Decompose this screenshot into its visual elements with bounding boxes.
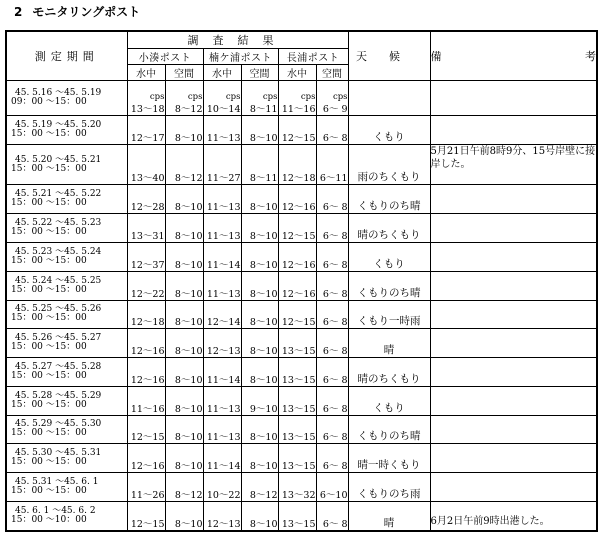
value-cell — [203, 214, 241, 243]
value-cell — [316, 214, 348, 243]
value-text: 8～12 — [174, 173, 203, 185]
value-cell — [316, 81, 348, 116]
value-cell — [241, 185, 278, 214]
value-text: 6～ 8 — [322, 461, 348, 473]
notes-cell — [430, 271, 597, 300]
weather-cell: 雨のちくもり — [348, 144, 430, 185]
value-cell — [127, 243, 165, 272]
value-text: 13～15 — [281, 461, 316, 473]
notes-cell — [430, 358, 597, 387]
value-cell — [165, 81, 203, 116]
value-text: 8～10 — [174, 374, 203, 386]
value-text: 11～26 — [130, 489, 165, 501]
value-cell — [278, 444, 316, 473]
value-text: 6～ 8 — [322, 346, 348, 358]
value-cell — [241, 144, 278, 185]
period-times: 15：00 ～15：00 — [11, 457, 87, 468]
period-cell — [6, 415, 127, 444]
period-dates: 45. 5.26 ～45. 5.27 — [15, 333, 102, 344]
value-text: 6～ 8 — [322, 132, 348, 144]
value-text: 12～16 — [281, 202, 316, 214]
value-cell — [278, 501, 316, 531]
value-text: 12～16 — [130, 461, 165, 473]
value-cell — [316, 473, 348, 502]
notes-cell — [430, 415, 597, 444]
period-times: 15：00 ～15：00 — [11, 428, 87, 439]
period-times: 15：00 ～15：00 — [11, 399, 87, 410]
value-cell — [165, 358, 203, 387]
period-times: 15：00 ～15：00 — [11, 163, 87, 174]
value-cell — [278, 185, 316, 214]
unit-label: cps — [300, 91, 316, 102]
period-dates: 45. 5.31 ～45. 6. 1 — [15, 477, 99, 487]
section-number: 2 — [14, 5, 23, 19]
value-text: 11～16 — [281, 103, 316, 115]
value-text: 11～14 — [206, 259, 241, 271]
value-text: 10～22 — [206, 489, 241, 501]
section-heading — [14, 3, 140, 20]
post-header-kominato: 小湊ポスト — [127, 49, 203, 65]
value-text: 6～ 8 — [322, 202, 348, 214]
value-cell — [203, 501, 241, 531]
notes-cell — [430, 81, 597, 116]
monitoring-table — [5, 30, 598, 532]
value-cell — [241, 386, 278, 415]
value-cell — [127, 185, 165, 214]
value-text: 11～14 — [206, 461, 241, 473]
value-text: 11～13 — [206, 288, 241, 300]
period-cell — [6, 144, 127, 185]
table-row — [6, 473, 597, 502]
value-cell — [165, 501, 203, 531]
unit-label: cps — [187, 91, 203, 102]
value-text: 6～ 9 — [322, 103, 348, 115]
value-cell — [316, 386, 348, 415]
value-text: 12～28 — [130, 202, 165, 214]
period-cell — [6, 300, 127, 329]
unit-label: cps — [149, 91, 165, 102]
value-text: 11～13 — [206, 403, 241, 415]
value-text: 8～10 — [249, 231, 278, 242]
table-row — [6, 358, 597, 387]
value-cell — [316, 501, 348, 531]
value-cell — [278, 473, 316, 502]
value-text: 13～15 — [281, 346, 316, 358]
value-cell — [165, 444, 203, 473]
value-cell — [127, 329, 165, 358]
value-cell — [203, 185, 241, 214]
value-cell — [241, 473, 278, 502]
value-cell — [241, 115, 278, 144]
weather-cell — [348, 81, 430, 116]
value-cell — [165, 473, 203, 502]
weather-cell: 晴 — [348, 329, 430, 358]
value-cell — [278, 300, 316, 329]
notes-cell — [430, 329, 597, 358]
value-cell — [278, 115, 316, 144]
period-cell — [6, 473, 127, 502]
value-cell — [278, 144, 316, 185]
period-dates: 45. 5.28 ～45. 5.29 — [15, 390, 102, 401]
table-row — [6, 271, 597, 300]
value-text: 11～13 — [206, 432, 241, 444]
value-cell — [203, 358, 241, 387]
period-times: 15：00 ～10：00 — [11, 514, 87, 525]
period-dates: 45. 5.22 ～45. 5.23 — [15, 218, 102, 229]
weather-cell: くもりのち晴 — [348, 415, 430, 444]
value-text: 6～ 8 — [322, 288, 348, 300]
period-times: 15：00 ～15：00 — [11, 198, 87, 209]
value-text: 12～15 — [281, 132, 316, 144]
table-body — [6, 81, 597, 532]
value-cell — [316, 300, 348, 329]
value-text: 8～10 — [249, 519, 278, 530]
value-cell — [165, 271, 203, 300]
value-cell — [203, 271, 241, 300]
period-cell — [6, 81, 127, 116]
weather-cell: 晴一時くもり — [348, 444, 430, 473]
value-cell — [316, 444, 348, 473]
value-cell — [278, 243, 316, 272]
period-cell — [6, 329, 127, 358]
period-dates: 45. 5.27 ～45. 5.28 — [15, 361, 102, 372]
value-text: 6～ 8 — [322, 519, 348, 530]
value-text: 6～ 8 — [322, 317, 348, 329]
period-times: 15：00 ～15：00 — [11, 128, 87, 139]
notes-cell — [430, 185, 597, 214]
post-header-nagaura: 長浦ポスト — [278, 49, 348, 65]
value-cell — [278, 358, 316, 387]
period-cell — [6, 358, 127, 387]
value-cell — [165, 386, 203, 415]
value-text: 12～15 — [130, 432, 165, 444]
value-text: 12～15 — [130, 519, 165, 530]
period-times: 15：00 ～15：00 — [11, 486, 87, 496]
value-cell — [278, 329, 316, 358]
value-cell — [316, 185, 348, 214]
value-text: 10～14 — [206, 103, 241, 115]
value-text: 8～10 — [174, 132, 203, 144]
value-text: 12～22 — [130, 288, 165, 300]
value-text: 8～11 — [249, 173, 278, 185]
sub-header-air: 空間 — [316, 65, 348, 81]
table-row — [6, 444, 597, 473]
value-cell — [278, 271, 316, 300]
sub-header-water: 水中 — [127, 65, 165, 81]
period-dates: 45. 5.19 ～45. 5.20 — [15, 119, 102, 130]
value-text: 12～16 — [130, 346, 165, 358]
table-row — [6, 214, 597, 243]
value-text: 11～14 — [206, 374, 241, 386]
value-cell — [203, 243, 241, 272]
period-dates: 45. 5.29 ～45. 5.30 — [15, 419, 102, 430]
value-text: 8～12 — [249, 489, 278, 501]
sub-header-air: 空間 — [165, 65, 203, 81]
value-text: 13～15 — [281, 374, 316, 386]
period-dates: 45. 5.21 ～45. 5.22 — [15, 189, 102, 200]
value-cell — [241, 358, 278, 387]
period-times: 15：00 ～15：00 — [11, 313, 87, 324]
period-cell — [6, 214, 127, 243]
value-text: 11～13 — [206, 132, 241, 144]
value-text: 12～18 — [281, 173, 316, 185]
value-cell — [241, 329, 278, 358]
weather-cell: 晴 — [348, 501, 430, 531]
value-text: 11～16 — [130, 403, 165, 415]
value-text: 8～10 — [249, 132, 278, 144]
weather-cell: くもりのち雨 — [348, 473, 430, 502]
notes-cell — [430, 473, 597, 502]
value-cell — [278, 386, 316, 415]
value-cell — [165, 329, 203, 358]
period-times: 15：00 ～15：00 — [11, 284, 87, 295]
value-cell — [203, 415, 241, 444]
table-row — [6, 329, 597, 358]
value-text: 8～10 — [249, 317, 278, 329]
value-cell — [241, 300, 278, 329]
weather-cell: くもり — [348, 115, 430, 144]
value-text: 6～11 — [319, 173, 348, 185]
value-text: 12～16 — [130, 374, 165, 386]
value-cell — [165, 300, 203, 329]
value-cell — [127, 501, 165, 531]
value-text: 12～18 — [130, 317, 165, 329]
value-cell — [127, 358, 165, 387]
value-text: 8～10 — [174, 231, 203, 242]
value-cell — [203, 329, 241, 358]
period-cell — [6, 271, 127, 300]
notes-cell — [430, 300, 597, 329]
table-row — [6, 185, 597, 214]
unit-label: cps — [332, 91, 348, 102]
value-cell — [316, 329, 348, 358]
value-text: 8～10 — [174, 317, 203, 329]
period-cell — [6, 444, 127, 473]
post-header-kusugaura: 楠ケ浦ポスト — [203, 49, 278, 65]
value-cell — [203, 81, 241, 116]
value-cell — [241, 271, 278, 300]
result-header: 調査結果 — [127, 31, 348, 49]
value-text: 12～15 — [281, 317, 316, 329]
value-cell — [165, 144, 203, 185]
value-cell — [127, 444, 165, 473]
period-dates: 45. 5.16 ～45. 5.19 — [15, 87, 102, 98]
period-dates: 45. 6. 1 ～45. 6. 2 — [15, 505, 96, 516]
table-row — [6, 81, 597, 116]
weather-cell: 晴のちくもり — [348, 214, 430, 243]
period-cell — [6, 185, 127, 214]
notes-cell: 5月21日午前8時9分、15号岸壁に接岸した。 — [430, 144, 597, 185]
table-row — [6, 243, 597, 272]
value-text: 12～13 — [206, 346, 241, 358]
notes-header: 備考 — [430, 31, 597, 81]
value-text: 6～ 8 — [322, 374, 348, 386]
value-text: 8～10 — [249, 461, 278, 473]
value-text: 8～10 — [249, 288, 278, 300]
table-row — [6, 501, 597, 531]
weather-cell: くもりのち晴 — [348, 271, 430, 300]
period-times: 15：00 ～15：00 — [11, 227, 87, 238]
value-text: 11～13 — [206, 231, 241, 242]
sub-header-air: 空間 — [241, 65, 278, 81]
period-times: 15：00 ～15：00 — [11, 342, 87, 353]
value-cell — [241, 214, 278, 243]
value-cell — [165, 415, 203, 444]
value-text: 12～16 — [281, 288, 316, 300]
value-text: 8～10 — [249, 259, 278, 271]
value-cell — [316, 271, 348, 300]
value-text: 8～10 — [249, 346, 278, 358]
weather-cell: 晴のちくもり — [348, 358, 430, 387]
period-dates: 45. 5.30 ～45. 5.31 — [15, 448, 102, 459]
value-text: 8～12 — [174, 103, 203, 115]
value-text: 8～10 — [174, 259, 203, 271]
value-text: 13～31 — [130, 231, 165, 242]
period-dates: 45. 5.24 ～45. 5.25 — [15, 275, 102, 286]
value-cell — [203, 386, 241, 415]
value-text: 12～16 — [281, 259, 316, 271]
value-text: 6～ 8 — [322, 403, 348, 415]
value-text: 6～ 8 — [322, 231, 348, 242]
value-cell — [278, 415, 316, 444]
value-cell — [165, 185, 203, 214]
value-text: 8～10 — [174, 346, 203, 358]
value-text: 12～17 — [130, 132, 165, 144]
value-text: 8～11 — [249, 103, 278, 115]
value-text: 13～32 — [281, 489, 316, 501]
value-text: 13～18 — [130, 103, 165, 115]
value-cell — [165, 115, 203, 144]
period-times: 15：00 ～15：00 — [11, 255, 87, 266]
value-text: 6～ 8 — [322, 432, 348, 444]
sub-header-water: 水中 — [278, 65, 316, 81]
notes-cell — [430, 243, 597, 272]
weather-cell: くもりのち晴 — [348, 185, 430, 214]
period-cell — [6, 243, 127, 272]
unit-label: cps — [225, 91, 241, 102]
value-cell — [203, 115, 241, 144]
table-row — [6, 415, 597, 444]
period-cell — [6, 386, 127, 415]
value-text: 8～10 — [249, 374, 278, 386]
value-cell — [203, 144, 241, 185]
value-cell — [316, 358, 348, 387]
value-cell — [165, 243, 203, 272]
period-times: 09：00 ～15：00 — [11, 96, 87, 107]
value-text: 8～10 — [249, 432, 278, 444]
weather-cell: くもり一時雨 — [348, 300, 430, 329]
value-text: 8～10 — [174, 403, 203, 415]
value-text: 12～14 — [206, 317, 241, 329]
value-text: 13～15 — [281, 519, 316, 530]
value-text: 8～10 — [174, 202, 203, 214]
value-cell — [127, 271, 165, 300]
table-row — [6, 115, 597, 144]
table-row — [6, 300, 597, 329]
value-text: 8～10 — [249, 202, 278, 214]
value-cell — [241, 81, 278, 116]
weather-cell: くもり — [348, 243, 430, 272]
period-header: 測定期間 — [6, 31, 127, 81]
section-title: モニタリングポスト — [32, 5, 141, 19]
notes-cell — [430, 214, 597, 243]
value-text: 11～27 — [206, 173, 241, 185]
value-text: 8～10 — [174, 519, 203, 530]
value-cell — [278, 214, 316, 243]
value-cell — [127, 300, 165, 329]
value-text: 6～ 8 — [322, 259, 348, 271]
notes-cell — [430, 115, 597, 144]
value-text: 6～10 — [319, 489, 348, 501]
value-cell — [316, 144, 348, 185]
value-text: 8～12 — [174, 489, 203, 501]
value-cell — [316, 415, 348, 444]
value-cell — [316, 115, 348, 144]
value-text: 9～10 — [249, 403, 278, 415]
unit-label: cps — [262, 91, 278, 102]
table-row — [6, 144, 597, 185]
period-dates: 45. 5.20 ～45. 5.21 — [15, 154, 102, 165]
value-text: 13～15 — [281, 432, 316, 444]
value-text: 12～13 — [206, 519, 241, 530]
value-text: 8～10 — [174, 461, 203, 473]
value-cell — [127, 115, 165, 144]
period-cell — [6, 501, 127, 531]
period-dates: 45. 5.25 ～45. 5.26 — [15, 304, 102, 315]
notes-cell: 6月2日午前9時出港した。 — [430, 501, 597, 531]
notes-cell — [430, 386, 597, 415]
value-text: 13～15 — [281, 403, 316, 415]
value-cell — [241, 415, 278, 444]
value-cell — [127, 415, 165, 444]
value-cell — [316, 243, 348, 272]
weather-cell: くもり — [348, 386, 430, 415]
period-dates: 45. 5.23 ～45. 5.24 — [15, 246, 102, 257]
value-cell — [127, 81, 165, 116]
value-cell — [127, 473, 165, 502]
value-text: 12～37 — [130, 259, 165, 271]
value-text: 11～13 — [206, 202, 241, 214]
value-cell — [127, 386, 165, 415]
period-cell — [6, 115, 127, 144]
value-cell — [241, 501, 278, 531]
period-times: 15：00 ～15：00 — [11, 370, 87, 381]
value-cell — [165, 214, 203, 243]
sub-header-water: 水中 — [203, 65, 241, 81]
value-cell — [203, 473, 241, 502]
value-text: 8～10 — [174, 432, 203, 444]
value-cell — [203, 444, 241, 473]
weather-header: 天候 — [348, 31, 430, 81]
value-cell — [241, 243, 278, 272]
notes-cell — [430, 444, 597, 473]
value-cell — [278, 81, 316, 116]
value-text: 8～10 — [174, 288, 203, 300]
value-cell — [127, 214, 165, 243]
value-cell — [127, 144, 165, 185]
value-cell — [203, 300, 241, 329]
table-row — [6, 386, 597, 415]
value-cell — [241, 444, 278, 473]
value-text: 13～40 — [130, 173, 165, 185]
value-text: 12～15 — [281, 231, 316, 242]
